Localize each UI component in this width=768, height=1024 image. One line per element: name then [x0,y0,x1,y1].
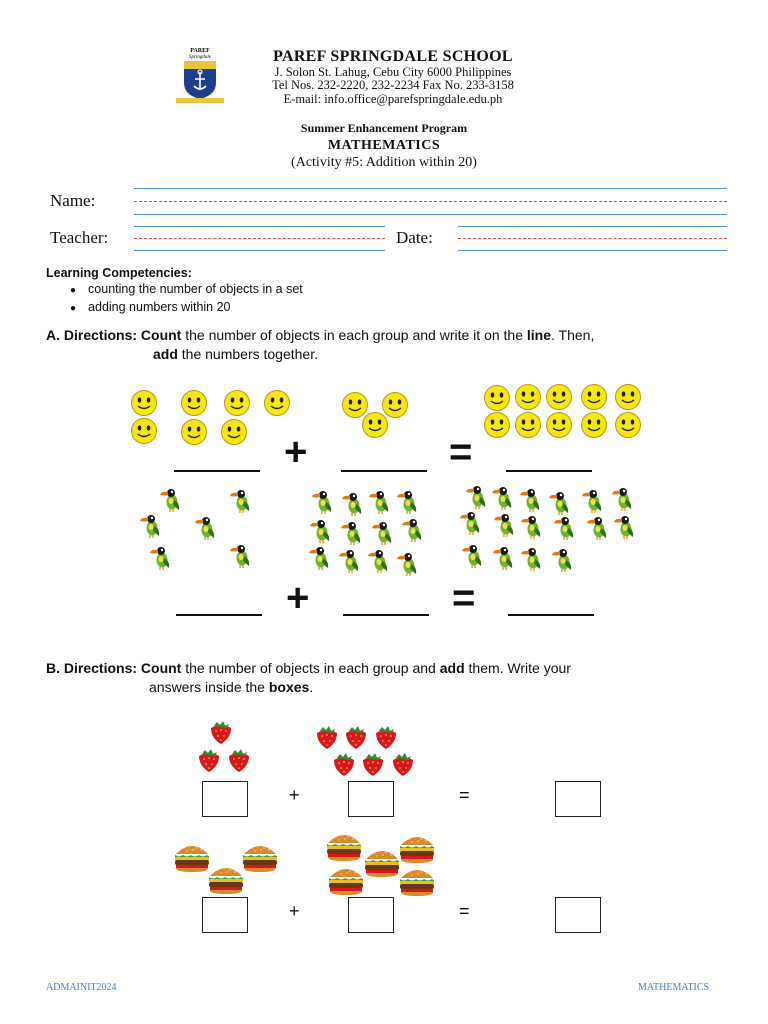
smiley-icon [614,383,642,411]
smiley-icon [361,411,389,439]
footer-right: MATHEMATICS [638,982,710,993]
logo-subtext: Springdale [189,55,211,60]
name-label: Name: [50,191,96,210]
subject-title: MATHEMATICS [327,138,441,153]
smiley-icon [180,418,208,446]
toucan-icon [552,547,574,573]
toucan-icon [309,545,331,571]
toucan-icon [368,548,390,574]
toucan-icon [402,517,424,543]
answer-line-6[interactable] [508,614,594,616]
smiley-icon [580,411,608,439]
section-a-prefix: A. Directions: [46,327,138,343]
directions-text: them. Write your [464,660,571,676]
smiley-icon [514,411,542,439]
school-logo [172,46,228,106]
answer-box-2[interactable] [348,781,394,817]
date-field[interactable] [458,238,727,239]
answer-box-5[interactable] [348,897,394,933]
strawberry-icon [226,747,252,773]
toucan-icon [554,515,576,541]
answer-line-4[interactable] [176,614,262,616]
directions-text: the numbers together. [177,346,318,362]
directions-text: . [309,679,314,695]
smiley-icon [180,389,208,417]
section-b-directions [46,659,736,697]
answer-line-1[interactable] [174,470,260,472]
teacher-field[interactable] [134,238,385,239]
toucan-icon [582,488,604,514]
strawberry-icon [343,724,369,750]
toucan-icon [339,548,361,574]
toucan-icon [493,545,515,571]
plus-sign: + [289,901,300,921]
smiley-icon [514,383,542,411]
logo-text: PAREF [190,48,210,54]
smiley-icon [545,383,573,411]
keyword-count: Count [140,327,182,343]
footer-left: ADMAINIT2024 [46,982,117,993]
toucan-icon [492,485,514,511]
toucan-icon [521,546,543,572]
burger-icon [207,863,245,895]
burger-icon [327,864,365,896]
answer-box-6[interactable] [555,897,601,933]
toucan-icon [160,487,182,513]
burger-icon [363,846,401,878]
date-rule-bottom [458,250,727,251]
toucan-icon [230,543,252,569]
toucan-icon [341,520,363,546]
teacher-label: Teacher: [50,228,109,247]
strawberry-icon [208,719,234,745]
smiley-icon [483,384,511,412]
keyword-count: Count [140,660,182,676]
smiley-icon [580,383,608,411]
toucan-icon [520,487,542,513]
smiley-icon [263,389,291,417]
burger-icon [398,865,436,897]
toucan-icon [460,510,482,536]
equals-sign: = [449,430,473,474]
smiley-icon [545,411,573,439]
keyword-add: add [439,660,465,676]
section-b-prefix: B. Directions: [46,660,138,676]
equals-sign: = [452,576,476,620]
smiley-icon [130,417,158,445]
toucan-icon [369,489,391,515]
directions-text: answers inside the [149,679,269,695]
answer-line-3[interactable] [506,470,592,472]
name-rule-bottom [134,214,727,215]
plus-sign: + [289,785,300,805]
directions-text: the number of objects in each group and [181,660,440,676]
toucan-icon [140,513,162,539]
competency-item: ● counting the number of objects in a set [70,281,303,299]
toucan-icon [494,512,516,538]
toucan-icon [150,545,172,571]
smiley-icon [223,389,251,417]
toucan-icon [372,520,394,546]
answer-box-4[interactable] [202,897,248,933]
school-phone: Tel Nos. 232-2220, 232-2234 Fax No. 233-3158 [272,78,514,93]
keyword-line: line [526,327,552,343]
plus-sign: + [286,576,310,620]
competency-item: ● adding numbers within 20 [70,299,303,317]
strawberry-icon [196,747,222,773]
date-label: Date: [396,228,433,247]
toucan-icon [397,551,419,577]
directions-text: the number of objects in each group and write it on the [181,327,527,343]
toucan-icon [614,514,636,540]
burger-icon [325,830,363,862]
smiley-icon [483,411,511,439]
program-title-block [0,121,768,171]
burger-icon [173,841,211,873]
toucan-icon [612,486,634,512]
school-header [248,48,538,107]
strawberry-icon [360,751,386,777]
toucan-icon [342,491,364,517]
school-address: J. Solon St. Lahug, Cebu City 6000 Philippines [274,64,512,79]
learning-competencies [46,265,303,317]
plus-sign: + [284,430,308,474]
answer-box-3[interactable] [555,781,601,817]
strawberry-icon [373,724,399,750]
equals-sign: = [459,785,470,805]
strawberry-icon [390,751,416,777]
teacher-rule-bottom [134,250,385,251]
strawberry-icon [314,724,340,750]
school-email: E-mail: info.office@parefspringdale.edu.ph [283,92,503,107]
name-rule-top [134,188,727,189]
toucan-icon [397,489,419,515]
equals-sign: = [459,901,470,921]
activity-title: (Activity #5: Addition within 20) [291,155,477,170]
date-rule-top [458,226,727,227]
burger-icon [241,841,279,873]
toucan-icon [521,514,543,540]
competencies-heading: Learning Competencies: [46,266,192,280]
keyword-add: add [153,346,178,362]
teacher-rule-top [134,226,385,227]
toucan-icon [466,484,488,510]
burger-icon [398,832,436,864]
toucan-icon [549,490,571,516]
smiley-icon [614,411,642,439]
toucan-icon [462,543,484,569]
school-name: PAREF SPRINGDALE SCHOOL [273,48,513,65]
program-title: Summer Enhancement Program [300,121,468,135]
section-a-directions [46,326,736,364]
keyword-boxes: boxes [268,679,310,695]
toucan-icon [195,515,217,541]
smiley-icon [220,418,248,446]
answer-line-5[interactable] [343,614,429,616]
name-field[interactable] [134,201,727,202]
answer-line-2[interactable] [341,470,427,472]
smiley-icon [130,389,158,417]
toucan-icon [230,488,252,514]
directions-text: . Then, [551,327,595,343]
toucan-icon [312,489,334,515]
strawberry-icon [331,751,357,777]
toucan-icon [310,518,332,544]
toucan-icon [587,515,609,541]
answer-box-1[interactable] [202,781,248,817]
